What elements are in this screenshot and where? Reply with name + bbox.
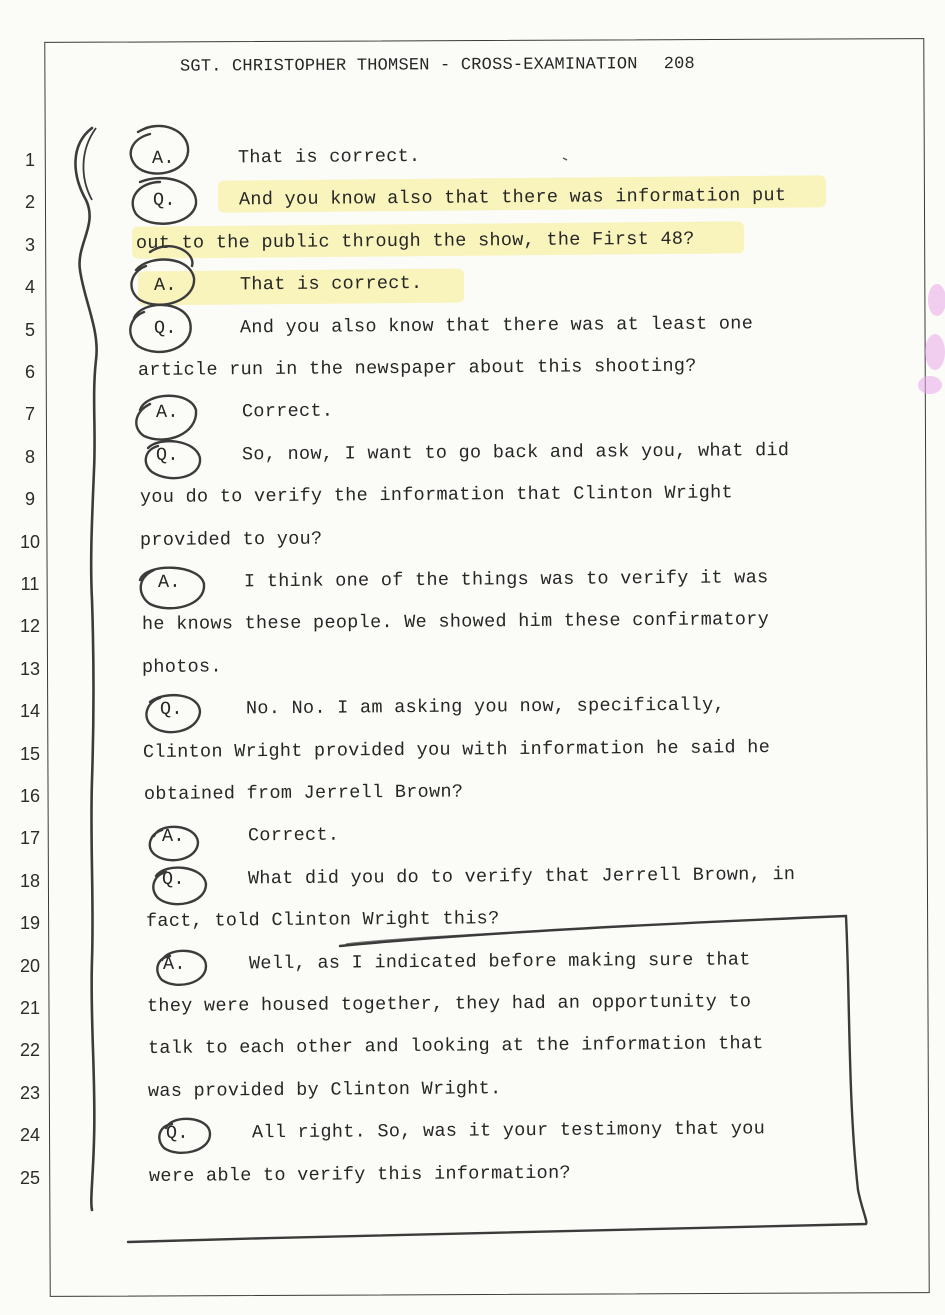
- line-text: Well, as I indicated before making sure that: [249, 948, 752, 974]
- line-text: All right. So, was it your testimony that you: [251, 1118, 765, 1144]
- speaker-label: Q.: [154, 317, 178, 339]
- line-number: 15: [19, 743, 41, 764]
- speaker-label: A.: [157, 571, 181, 593]
- line-text: you do to verify the information that Clinton Wright: [139, 482, 733, 509]
- line-text: Correct.: [247, 824, 339, 847]
- line-number: 8: [24, 446, 35, 467]
- speaker-label: Q.: [156, 444, 180, 466]
- line-number: 16: [19, 786, 41, 806]
- line-number: 1: [24, 150, 35, 170]
- line-number: 3: [24, 234, 35, 255]
- speaker-label: Q.: [162, 868, 186, 890]
- line-text: What did you do to verify that Jerrell Brown, in: [248, 863, 796, 890]
- speaker-label: Q.: [159, 699, 183, 721]
- margin-bracket: [75, 128, 96, 1210]
- header-title: SGT. CHRISTOPHER THOMSEN - CROSS-EXAMINATION: [179, 55, 638, 77]
- circle-line-7: [136, 396, 196, 440]
- line-text: talk to each other and looking at the information that: [147, 1033, 764, 1060]
- line-number: 19: [19, 913, 41, 934]
- line-number: 25: [19, 1167, 41, 1188]
- answer-box: [128, 916, 866, 1242]
- page-number: 208: [663, 54, 695, 75]
- circle-line-8: [146, 441, 200, 478]
- line-number: 5: [24, 319, 35, 340]
- line-text: Clinton Wright provided you with information he said he: [143, 736, 771, 763]
- speaker-label: A.: [153, 275, 177, 297]
- circle-line-20: [157, 951, 206, 985]
- line-number: 22: [19, 1040, 41, 1061]
- line-number: 11: [20, 574, 40, 594]
- speaker-label: A.: [151, 147, 175, 169]
- circle-line-24: [159, 1119, 210, 1153]
- speaker-label: Q.: [165, 1123, 189, 1145]
- stray-mark: [563, 158, 567, 160]
- line-text: obtained from Jerrell Brown?: [143, 781, 464, 805]
- pink-smudge: [918, 284, 945, 394]
- line-text: were able to verify this information?: [149, 1162, 572, 1187]
- line-number: 2: [24, 192, 35, 213]
- line-text: he knows these people. We showed him these confirmatory: [141, 609, 769, 636]
- speaker-label: A.: [163, 953, 187, 975]
- line-number: 17: [19, 828, 41, 849]
- line-text: out to the public through the show, the First 48?: [136, 228, 695, 254]
- speaker-label: Q.: [152, 190, 176, 212]
- circle-line-2: [133, 178, 196, 224]
- circle-line-14: [146, 695, 200, 732]
- line-number: 4: [24, 277, 35, 298]
- line-text: photos.: [142, 656, 223, 678]
- circle-line-4: [131, 246, 194, 305]
- line-text: And you also know that there was at least one: [240, 312, 754, 338]
- line-text: provided to you?: [140, 528, 323, 551]
- line-number: 24: [19, 1125, 41, 1146]
- line-number: 21: [19, 998, 41, 1018]
- line-text: article run in the newspaper about this shooting?: [137, 355, 697, 381]
- circle-line-5: [130, 305, 190, 352]
- line-number: 14: [19, 701, 41, 722]
- line-number: 10: [19, 531, 41, 552]
- circle-line-11: [140, 568, 204, 609]
- line-number: 13: [19, 658, 41, 679]
- circle-line-1: [131, 126, 188, 174]
- line-number: 7: [24, 404, 35, 425]
- line-number: 23: [19, 1082, 41, 1103]
- line-text: I think one of the things was to verify it was: [243, 567, 769, 593]
- line-text: fact, told Clinton Wright this?: [145, 908, 500, 933]
- line-text: That is correct.: [237, 145, 421, 169]
- line-number: 18: [19, 870, 41, 891]
- line-text: And you know also that there was information put: [238, 185, 786, 211]
- circle-line-18: [153, 868, 206, 905]
- line-text: That is correct.: [239, 273, 423, 296]
- line-text: No. No. I am asking you now, specifically,: [245, 694, 725, 720]
- line-text: was provided by Clinton Wright.: [148, 1078, 502, 1102]
- line-text: Correct.: [241, 400, 333, 423]
- line-text: they were housed together, they had an opportunity to: [146, 991, 752, 1017]
- line-number: 9: [24, 489, 35, 510]
- line-number: 6: [24, 362, 35, 382]
- speaker-label: A.: [155, 402, 179, 424]
- speaker-circles: [130, 126, 210, 1153]
- line-number: 12: [19, 616, 41, 637]
- line-number: 20: [19, 955, 41, 976]
- line-text: So, now, I want to go back and ask you, what did: [242, 439, 790, 466]
- speaker-label: A.: [161, 826, 185, 848]
- circle-line-17: [150, 827, 198, 860]
